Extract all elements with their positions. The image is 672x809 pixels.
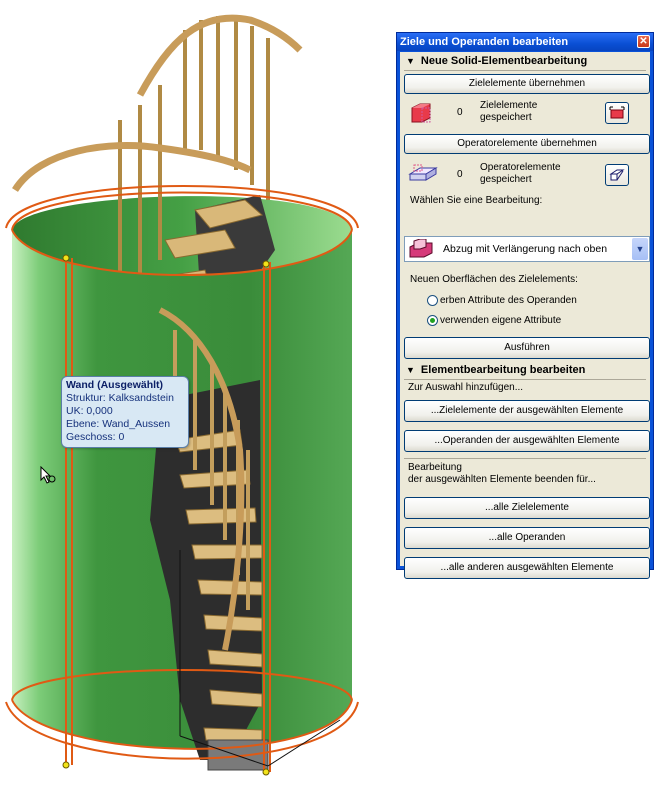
target-select-icon [609, 106, 625, 120]
palette-title: Ziele und Operanden bearbeiten [400, 36, 569, 48]
collapse-triangle-icon[interactable]: ▼ [406, 56, 415, 66]
tooltip-line: Struktur: Kalksandstein [66, 392, 174, 404]
targets-stored-label: Zielelemente gespeichert [480, 100, 538, 123]
select-operators-button[interactable] [605, 164, 629, 186]
add-targets-of-selected-button[interactable]: ...Zielelemente der ausgewählten Elemente [404, 400, 650, 422]
execute-button[interactable]: Ausführen [404, 337, 650, 359]
tooltip-line: Ebene: Wand_Aussen [66, 418, 171, 430]
selection-info-tooltip [61, 376, 189, 448]
gallery-handrail [15, 145, 250, 190]
palette-titlebar[interactable] [397, 33, 653, 51]
subtraction-upward-icon [408, 239, 436, 259]
section-edit-element-header[interactable]: ▼ Elementbearbeitung bearbeiten [406, 364, 586, 376]
all-operands-button[interactable]: ...alle Operanden [404, 527, 650, 549]
divider [404, 70, 646, 71]
operator-select-icon [609, 168, 625, 182]
divider [404, 379, 646, 380]
collapse-triangle-icon[interactable]: ▼ [406, 365, 415, 375]
end-editing-label: Bearbeitung der ausgewählten Elemente beenden für... [408, 462, 596, 485]
operation-select[interactable] [404, 236, 650, 262]
divider [404, 458, 646, 459]
radio-inherit-attributes[interactable] [427, 295, 438, 306]
targets-count: 0 [457, 107, 463, 118]
select-targets-button[interactable] [605, 102, 629, 124]
tooltip-line: UK: 0,000 [66, 405, 113, 417]
new-surfaces-label: Neuen Oberflächen des Zielelements: [410, 274, 578, 285]
palette-body [400, 52, 650, 573]
chevron-down-icon[interactable]: ▼ [632, 238, 648, 260]
radio-own-label[interactable]: verwenden eigene Attribute [440, 315, 562, 326]
operation-selected-value: Abzug mit Verlängerung nach oben [443, 243, 608, 255]
mouse-cursor-icon [40, 466, 58, 486]
choose-operation-label: Wählen Sie eine Bearbeitung: [410, 195, 543, 206]
target-element-icon [408, 102, 434, 126]
radio-inherit-label[interactable]: erben Attribute des Operanden [440, 295, 577, 306]
section-new-solid-edit-header[interactable]: ▼ Neue Solid-Elementbearbeitung [406, 55, 588, 67]
close-icon[interactable]: ✕ [637, 35, 650, 48]
tooltip-line: Geschoss: 0 [66, 431, 125, 443]
take-operators-button[interactable]: Operatorelemente übernehmen [404, 134, 650, 154]
all-others-button[interactable]: ...alle anderen ausgewählten Elemente [404, 557, 650, 579]
add-to-selection-label: Zur Auswahl hinzufügen... [408, 382, 524, 393]
all-targets-button[interactable]: ...alle Zielelemente [404, 497, 650, 519]
operators-stored-label: Operatorelemente gespeichert [480, 162, 561, 185]
tooltip-title: Wand (Ausgewählt) [66, 379, 164, 391]
take-targets-button[interactable]: Zielelemente übernehmen [404, 74, 650, 94]
radio-own-attributes[interactable] [427, 315, 438, 326]
operator-element-icon [408, 164, 438, 184]
operators-count: 0 [457, 169, 463, 180]
add-operands-of-selected-button[interactable]: ...Operanden der ausgewählten Elemente [404, 430, 650, 452]
edit-targets-operands-palette [396, 32, 654, 573]
